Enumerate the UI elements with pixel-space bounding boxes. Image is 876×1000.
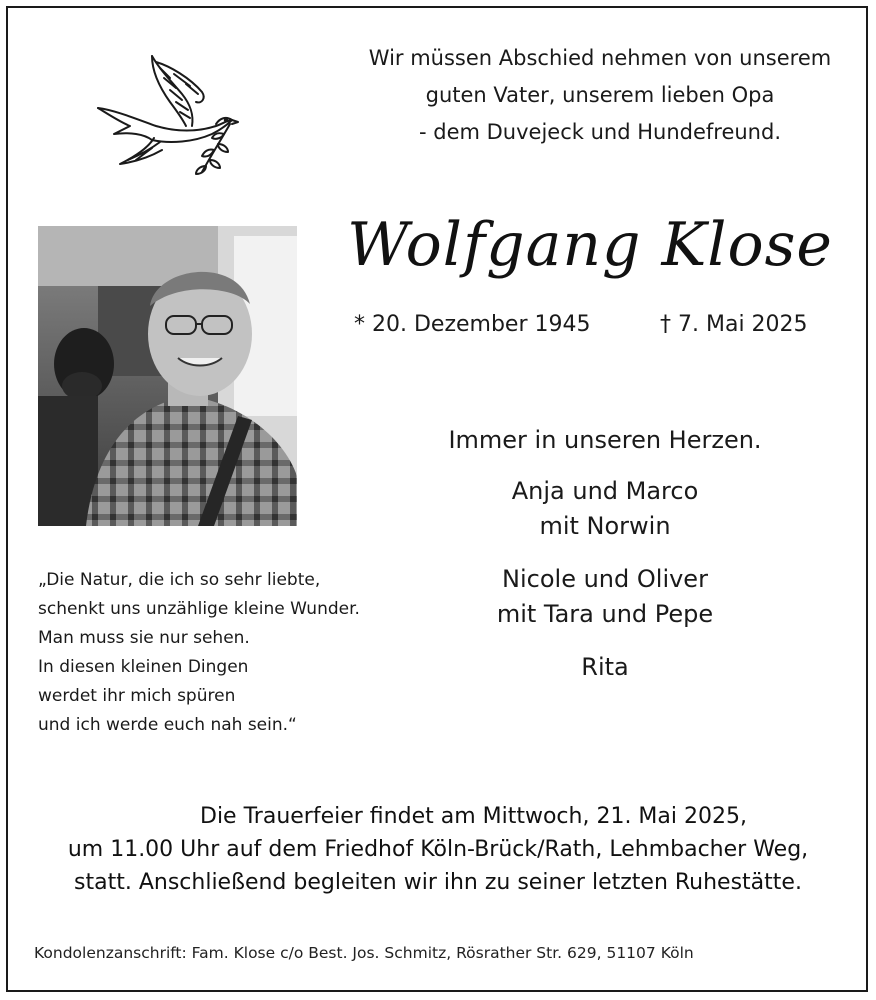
condolence-address: Kondolenzanschrift: Fam. Klose c/o Best. Jos. Schmitz, Rösrather Str. 629, 51107 Köln <box>34 944 694 962</box>
quote-line: „Die Natur, die ich so sehr liebte, <box>38 570 321 590</box>
family-group <box>400 650 810 685</box>
family-line: Anja und Marco <box>511 477 699 505</box>
ceremony-line: Die Trauerfeier findet am Mittwoch, 21. Mai 2025, <box>200 804 747 829</box>
quote-line: schenkt uns unzählige kleine Wunder. <box>38 599 360 619</box>
family-line: Rita <box>581 653 629 681</box>
motto: Immer in unseren Herzen. <box>448 426 762 454</box>
death-date: † 7. Mai 2025 <box>660 312 808 337</box>
family-line: mit Norwin <box>539 512 671 540</box>
intro-text <box>340 40 860 151</box>
quote-line: werdet ihr mich spüren <box>38 686 236 706</box>
intro-line: guten Vater, unserem lieben Opa <box>425 83 775 107</box>
quote <box>38 566 418 740</box>
intro-line: - dem Duvejeck und Hundefreund. <box>419 120 781 144</box>
portrait-photo <box>38 226 297 526</box>
intro-line: Wir müssen Abschied nehmen von unserem <box>368 46 832 70</box>
family-section <box>400 420 810 703</box>
dove-icon <box>90 48 240 180</box>
family-group <box>400 562 810 632</box>
ceremony-info <box>20 800 856 899</box>
deceased-name: Wolfgang Klose <box>347 210 833 280</box>
ceremony-line: statt. Anschließend begleiten wir ihn zu seiner letzten Ruhestätte. <box>74 870 802 895</box>
quote-line: In diesen kleinen Dingen <box>38 657 249 677</box>
quote-line: Man muss sie nur sehen. <box>38 628 250 648</box>
family-line: Nicole und Oliver <box>502 565 708 593</box>
quote-line: und ich werde euch nah sein.“ <box>38 715 297 735</box>
ceremony-line: um 11.00 Uhr auf dem Friedhof Köln-Brück/Rath, Lehmbacher Weg, <box>67 837 809 862</box>
birth-date: * 20. Dezember 1945 <box>354 312 591 337</box>
family-group <box>400 474 810 544</box>
family-line: mit Tara und Pepe <box>496 600 714 628</box>
